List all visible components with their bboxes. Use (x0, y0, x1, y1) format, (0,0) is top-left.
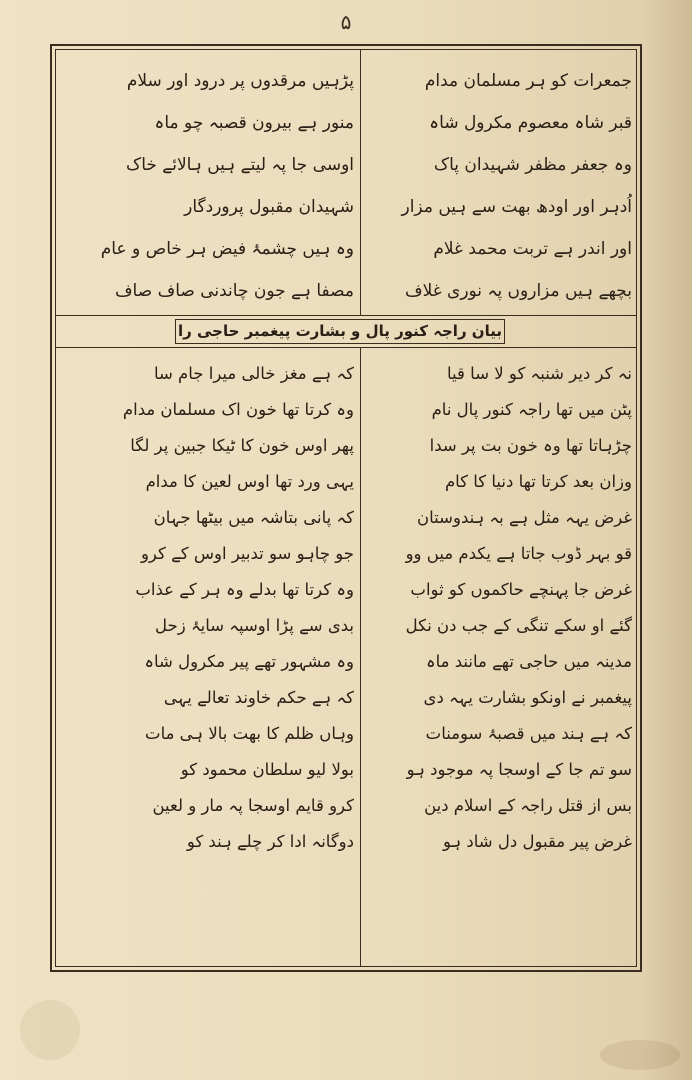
page-edge-shading (642, 0, 692, 1080)
verse-line: نہ کر دیر شنبہ کو لا سا قیا (447, 364, 632, 383)
verse-line: غرض جا پہنچے حاکموں کو ثواب (410, 580, 632, 599)
verse-line: وہ جعفر مظفر شہیدان پاک (433, 155, 632, 175)
verse-line: پھر اوس خون کا ٹیکا جبین پر لگا (130, 436, 354, 455)
verse-line: بچھے ہیں مزاروں پہ نوری غلاف (404, 281, 632, 301)
verse-line: مدینہ میں حاجی تھے مانند ماہ (425, 652, 632, 671)
verse-line: قو بہر ڈوب جاتا ہے یکدم میں وو (405, 544, 632, 563)
verse-line: بس از قتل راجہ کے اسلام دین (424, 796, 632, 815)
verse-line: اُدہر اور اودھ بھت سے ہیں مزار (401, 197, 632, 217)
bottom-column-divider (360, 348, 361, 967)
verse-line: پیغمبر نے اونکو بشارت یہہ دی (423, 688, 632, 707)
verse-line: وہ کرتا تھا بدلے وہ ہر کے عذاب (135, 580, 354, 599)
verse-line: منور ہے بیرون قصبہ چو ماہ (154, 113, 354, 133)
top-right-column (366, 60, 632, 312)
page-number: ۵ (340, 10, 352, 34)
verse-line: دوگانہ ادا کر چلے ہند کو (186, 832, 354, 851)
bottom-right-column (366, 356, 632, 860)
verse-line: گئے او سکے تنگی کے جب دن نکل (405, 616, 632, 635)
verse-line: قبر شاہ معصوم مکرول شاہ (429, 113, 632, 133)
section-title: بیان راجہ کنور پال و بشارت پیغمبر حاجی را (177, 322, 502, 340)
paper-stain (600, 1040, 680, 1070)
verse-line: کرو قایم اوسجا پہ مار و لعین (152, 796, 354, 815)
verse-line: وہ مشہور تھے پیر مکرول شاہ (144, 652, 354, 671)
verse-line: جو چاہو سو تدبیر اوس کے کرو (140, 544, 354, 563)
top-left-column (62, 60, 354, 312)
top-column-divider (360, 49, 361, 315)
verse-line: بولا لیو سلطان محمود کو (180, 760, 354, 779)
verse-line: یہی ورد تھا اوس لعین کا مدام (145, 472, 354, 491)
verse-line: غرض پیر مقبول دل شاد ہو (443, 832, 632, 851)
bottom-left-column (62, 356, 354, 860)
verse-line: غرض یہہ مثل ہے بہ ہندوستان (417, 508, 632, 527)
verse-line: سو تم جا کے اوسجا پہ موجود ہو (406, 760, 632, 779)
verse-line: وہ ہیں چشمۂ فیض ہر خاص و عام (100, 239, 354, 259)
verse-line: پڑہیں مرقدوں پر درود اور سلام (126, 71, 354, 91)
verse-line: وہ کرتا تھا خون اک مسلمان مدام (122, 400, 354, 419)
verse-line: مصفا ہے جون چاندنی صاف صاف (114, 281, 354, 301)
verse-line: کہ ہے مغز خالی میرا جام سا (153, 364, 354, 383)
verse-line: وزان بعد کرتا تھا دنیا کا کام (444, 472, 632, 491)
verse-line: بدی سے پڑا اوسپہ سایۂ زحل (155, 616, 354, 635)
paper-stain (20, 1000, 80, 1060)
verse-line: چڑہاتا تھا وہ خون بت پر سدا (429, 436, 632, 455)
verse-line: پٹن میں تھا راجہ کنور پال نام (431, 400, 632, 419)
verse-line: اوسی جا پہ لیتے ہیں ہالائے خاک (125, 155, 354, 175)
verse-line: شہیدان مقبول پروردگار (184, 197, 354, 217)
verse-line: جمعرات کو ہر مسلمان مدام (424, 71, 632, 91)
verse-line: وہاں ظلم کا بھت بالا ہی مات (145, 724, 354, 743)
verse-line: کہ ہے حکم خاوند تعالے یہی (163, 688, 354, 707)
verse-line: اور اندر ہے تربت محمد غلام (433, 239, 632, 259)
verse-line: کہ ہے ہند میں قصبۂ سومنات (425, 724, 632, 743)
verse-line: کہ پانی بتاشہ میں بیٹھا جہان (153, 508, 354, 527)
